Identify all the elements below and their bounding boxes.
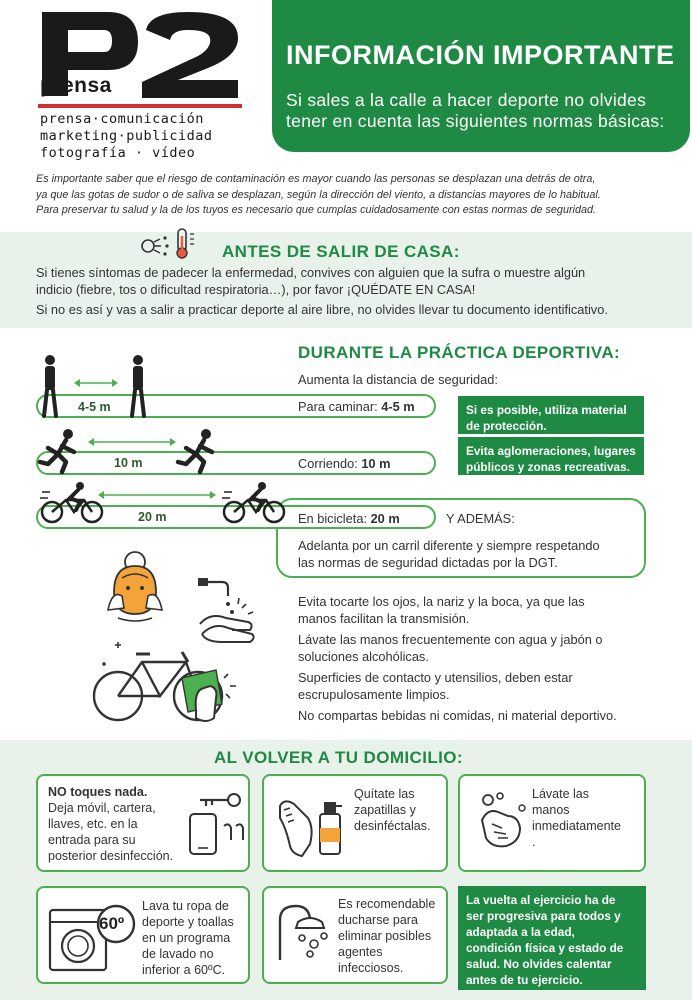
card4-line4: de lavado no [142,947,214,961]
card4-line3: en un programa [142,931,231,945]
before-p1-line1: Si tienes síntomas de padecer la enfermedad, convives con alguien que la sufra o muestre algún [36,265,586,280]
intro-line-3: Para preservar tu salud y la de los tuyos es necesario que cumplas cuidadosamente con estas normas de seguridad. [36,204,596,216]
during-title: DURANTE LA PRÁCTICA DEPORTIVA: [298,343,621,362]
card2-line2: zapatillas y [354,803,416,817]
card3-line4: . [532,835,536,849]
card5-text [338,896,435,976]
card5-line3: eliminar posibles [338,929,432,943]
hero-banner [272,0,690,152]
walk-text [298,398,415,415]
walker-left-icon [38,354,62,418]
ademas-label: Y ADEMÁS: [446,511,515,526]
lane-line-2: las normas de seguridad dictadas por la DGT. [298,555,558,570]
logo-divider [38,104,242,108]
card1-text [48,784,173,864]
tip-4: No compartas bebidas ni comidas, ni material deportivo. [298,708,617,723]
run-label: Corriendo: [298,456,362,471]
final-line5: salud. No olvides calentar [466,957,612,971]
card-laundry [36,886,250,984]
protection-box: Si es posible, utiliza material de protección. [458,396,644,434]
intro-line-2: ya que las gotas de sudor o de saliva se desplazan, según la dirección del viento, a distancias mayores de lo habitual. [36,188,601,201]
card3-line2: manos [532,803,570,817]
card3-line1: Lávate las [532,787,589,801]
temp-badge: 60º [99,914,125,933]
final-line6: antes de tu ejercicio. [466,973,583,987]
progressive-return-box [458,886,646,990]
cyclist-right-icon [222,482,286,524]
hero-subtitle-line2: tener en cuenta las siguientes normas básicas: [286,111,665,131]
bike-label: En bicicleta: [298,511,371,526]
card2-line3: desinféctalas. [354,819,431,833]
bike-text [298,510,400,527]
bike-distance-label: 20 m [138,510,167,524]
phone-keys-icon [186,790,246,856]
final-line3: adaptada a la edad, [466,925,575,939]
hero-title: INFORMACIÓN IMPORTANTE [286,40,675,70]
before-title: ANTES DE SALIR DE CASA: [222,242,460,261]
sneeze-thermometer-icon [138,226,214,260]
run-text [298,455,390,472]
bike-clean-icon [90,632,240,728]
crowds-box: Evita aglomeraciones, lugares públicos y zonas recreativas. [458,437,644,475]
tip-3-line1: Superficies de contacto y utensilios, deben estar [298,670,573,685]
walker-right-icon [126,354,150,418]
card4-line5: inferior a 60ºC. [142,963,226,977]
runner-right-icon [178,428,220,474]
card1-line2: llaves, etc. en la [48,817,138,831]
bike-value: 20 m [370,511,400,526]
tip-3-line2: escrupulosamente limpios. [298,687,450,702]
tip-2-line2: soluciones alcohólicas. [298,649,429,664]
hero-subtitle-line1: Si sales a la calle a hacer deporte no olvides [286,90,647,110]
hands-soap-icon [474,790,532,850]
final-line2: ser progresiva para todos y [466,909,621,923]
card1-line4: posterior desinfección. [48,849,174,863]
logo-tagline-3: fotografía · vídeo [40,145,196,161]
during-lead: Aumenta la distancia de seguridad: [298,372,498,387]
logo-tagline-1: prensa·comunicación [40,111,204,127]
card-wash-hands [458,774,646,872]
logo-brand: prensa [40,74,112,97]
logo [38,8,248,161]
hero-subtitle [286,90,676,132]
run-distance-label: 10 m [114,456,143,470]
intro-text [36,172,656,219]
runner-left-icon [40,428,82,474]
card-no-touch [36,774,250,872]
card2-text [354,786,430,834]
walk-distance-label: 4-5 m [78,400,111,414]
card5-line2: ducharse para [338,913,418,927]
card3-text [532,786,621,850]
lane-line-1: Adelanta por un carril diferente y siempre respetando [298,538,600,553]
card-shoes [262,774,448,872]
tip-2-line1: Lávate las manos frecuentemente con agua y jabón o [298,632,603,647]
hygiene-tips [298,593,658,724]
card4-line2: deporte y toallas [142,915,234,929]
card5-line5: infecciosos. [338,961,404,975]
walk-arrow-icon [74,378,118,388]
card3-line3: inmediatamente [532,819,621,833]
card4-text [142,898,234,978]
cyclist-left-icon [40,482,104,524]
run-value: 10 m [361,456,391,471]
tip-1-line1: Evita tocarte los ojos, la nariz y la boca, ya que las [298,594,585,609]
final-line1: La vuelta al ejercicio ha de [466,893,616,907]
tip-1-line2: manos facilitan la transmisión. [298,611,470,626]
shower-icon [274,900,336,962]
run-arrow-icon [88,437,176,447]
before-paragraph-1 [36,264,666,298]
before-paragraph-2: Si no es así y vas a salir a practicar deporte al aire libre, no olvides llevar tu documento identificativo. [36,302,608,317]
intro-line-1: Es importante saber que el riesgo de contaminación es mayor cuando las personas se desplazan una detrás de otra, [36,173,596,185]
logo-tagline-2: marketing·publicidad [40,128,213,144]
shoe-spray-icon [274,788,350,860]
card1-line1: Deja móvil, cartera, [48,801,156,815]
bike-arrow-icon [98,490,216,500]
final-line4: condición física y estado de [466,941,624,955]
card5-line4: agentes [338,945,383,959]
before-p1-line2: indicio (fiebre, tos o dificultad respiratoria…), por favor ¡QUÉDATE EN CASA! [36,282,476,297]
walk-label: Para caminar: [298,399,382,414]
card2-line1: Quítate las [354,787,415,801]
card1-line3: entrada para su [48,833,136,847]
lane-text [298,537,638,571]
card-shower [262,886,448,984]
walk-value: 4-5 m [381,399,415,414]
washing-machine-icon [46,902,138,974]
face-touch-icon [104,548,166,624]
home-title: AL VOLVER A TU DOMICILIO: [214,748,463,767]
card5-line1: Es recomendable [338,897,436,911]
card4-line1: Lava tu ropa de [142,899,229,913]
card1-title: NO toques nada. [48,785,148,799]
